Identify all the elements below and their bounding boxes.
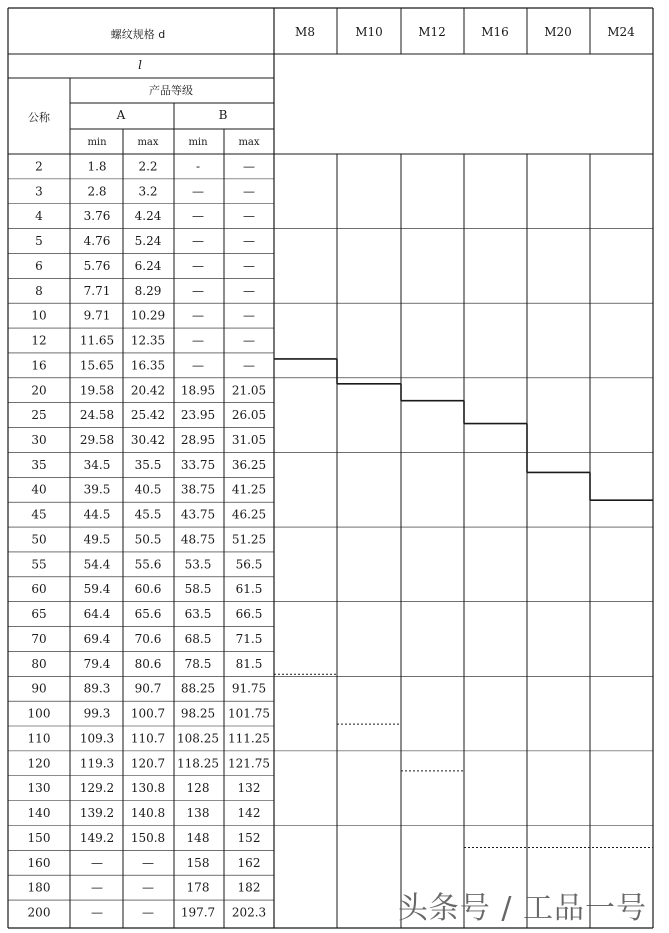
nominal-length-cell: 160 (27, 855, 51, 870)
nominal-length-cell: 200 (27, 905, 51, 920)
table-row (31, 383, 266, 397)
tolerance-cell-b-max: 26.05 (231, 408, 267, 423)
nominal-length-cell: 55 (31, 557, 47, 572)
tolerance-cell-a-min: 19.58 (79, 383, 115, 398)
tolerance-cell-a-min: 5.76 (83, 258, 111, 273)
tolerance-cell-b-max: — (243, 258, 255, 273)
nominal-length-cell: 45 (31, 507, 47, 522)
tolerance-cell-b-max: 182 (237, 880, 261, 895)
table-row (28, 906, 267, 920)
tolerance-cell-a-max: 45.5 (134, 507, 162, 522)
tolerance-cell-a-min: 4.76 (83, 234, 111, 248)
tolerance-cell-b-min: 148 (186, 830, 210, 845)
table-row (31, 508, 266, 522)
table-row (35, 284, 255, 298)
tolerance-cell-a-max: 70.6 (134, 632, 162, 646)
tolerance-cell-a-min: 11.65 (79, 333, 115, 348)
tolerance-cell-a-min: 49.5 (83, 532, 111, 547)
a-min-label: min (87, 137, 107, 148)
tolerance-cell-b-min: — (192, 283, 204, 298)
nominal-label: 公称 (28, 111, 50, 124)
table-row (31, 682, 266, 696)
table-row (28, 707, 270, 721)
tolerance-cell-a-min: 139.2 (79, 806, 115, 821)
grade-a-label: A (116, 108, 126, 122)
tolerance-cell-a-min: 34.5 (83, 457, 111, 472)
tolerance-cell-b-min: 28.95 (180, 433, 216, 447)
tolerance-cell-b-max: — (243, 308, 255, 323)
tolerance-cell-a-max: 150.8 (130, 830, 166, 845)
tolerance-cell-b-min: 178 (186, 880, 210, 895)
nominal-length-cell: 20 (31, 383, 47, 398)
table-row (35, 184, 255, 198)
nominal-length-cell: 70 (31, 632, 47, 646)
length-symbol: l (138, 58, 142, 72)
tolerance-cell-a-max: 5.24 (134, 234, 162, 248)
table-row (31, 334, 255, 348)
tolerance-cell-a-min: 59.4 (83, 582, 111, 597)
nominal-length-cell: 110 (27, 731, 51, 746)
tolerance-cell-b-max: 162 (237, 855, 261, 870)
tolerance-cell-b-max: 111.25 (228, 731, 270, 746)
tolerance-cell-a-min: 149.2 (79, 830, 115, 845)
nominal-length-cell: 12 (31, 333, 47, 348)
tolerance-cell-b-max: 132 (237, 781, 261, 796)
tolerance-cell-a-max: 25.42 (130, 408, 166, 423)
tolerance-cell-b-min: 33.75 (180, 457, 216, 472)
tolerance-cell-b-min: 138 (186, 806, 210, 821)
nominal-length-cell: 40 (31, 482, 47, 497)
tolerance-cell-b-min: 38.75 (180, 482, 216, 497)
table-row (31, 309, 255, 323)
tolerance-cell-a-min: 69.4 (83, 632, 111, 646)
tolerance-cell-b-min: 63.5 (184, 607, 212, 622)
tolerance-cell-a-min: 119.3 (79, 756, 115, 771)
tolerance-cell-b-max: 41.25 (231, 482, 267, 497)
tolerance-cell-b-max: 51.25 (231, 532, 267, 547)
table-row (31, 358, 255, 372)
table-row (31, 607, 262, 621)
grade-b-label: B (218, 108, 228, 122)
table-row (28, 856, 261, 870)
size-m24: M24 (607, 25, 635, 39)
table-row (28, 781, 261, 795)
table-row (28, 806, 261, 820)
tolerance-cell-a-min: 1.8 (87, 159, 107, 174)
nominal-length-cell: 8 (35, 283, 43, 298)
table-row (28, 831, 261, 845)
tolerance-cell-b-max: 121.75 (228, 756, 270, 771)
tolerance-cell-b-min: 68.5 (184, 632, 212, 646)
tolerance-cell-a-max: 100.7 (130, 706, 166, 721)
watermark: 头条号 / 工品一号 (397, 891, 647, 926)
b-min-label: min (188, 137, 208, 148)
tolerance-cell-b-min: 128 (186, 781, 210, 796)
tolerance-cell-a-min: 99.3 (83, 706, 111, 721)
tolerance-cell-b-min: 197.7 (180, 905, 216, 920)
size-m8: M8 (295, 25, 315, 39)
nominal-length-cell: 90 (31, 681, 47, 696)
tolerance-cell-b-max: — (243, 333, 255, 348)
tolerance-cell-b-max: 142 (237, 806, 261, 821)
tolerance-cell-a-min: 9.71 (83, 308, 111, 323)
tolerance-cell-a-max: 6.24 (134, 258, 162, 273)
tolerance-cell-a-max: 110.7 (130, 731, 166, 746)
tolerance-cell-a-max: 55.6 (134, 557, 162, 572)
tolerance-cell-a-min: 79.4 (83, 656, 111, 671)
nominal-length-cell: 16 (31, 358, 47, 373)
nominal-length-cell: 5 (35, 234, 43, 248)
a-max-label: max (137, 137, 159, 148)
table-row (28, 731, 270, 745)
tolerance-cell-b-min: — (192, 358, 204, 373)
tolerance-cell-a-min: 2.8 (87, 184, 107, 199)
tolerance-cell-a-max: 20.42 (130, 383, 166, 398)
tolerance-cell-a-min: — (91, 855, 103, 870)
tolerance-cell-b-max: 152 (237, 830, 261, 845)
tolerance-cell-a-min: — (91, 880, 103, 895)
tolerance-cell-a-max: 30.42 (130, 433, 166, 447)
tolerance-cell-b-min: — (192, 234, 204, 248)
tolerance-cell-b-min: 88.25 (180, 681, 216, 696)
tolerance-cell-a-max: 35.5 (134, 457, 162, 472)
tolerance-cell-b-min: - (195, 159, 201, 174)
tolerance-cell-a-max: 140.8 (130, 806, 166, 821)
size-m12: M12 (418, 25, 446, 39)
table-row (31, 657, 262, 671)
tolerance-cell-b-min: 18.95 (180, 383, 216, 398)
tolerance-cell-a-min: 15.65 (79, 358, 115, 373)
tolerance-cell-a-min: 3.76 (83, 209, 111, 224)
nominal-length-cell: 130 (27, 781, 51, 796)
table-row (31, 458, 266, 472)
tolerance-cell-a-max: 130.8 (130, 781, 166, 796)
tolerance-cell-a-max: 4.24 (134, 209, 162, 224)
tolerance-cell-a-min: 39.5 (83, 482, 111, 497)
nominal-length-cell: 100 (27, 706, 51, 721)
tolerance-cell-b-max: — (243, 159, 255, 174)
table-row (35, 259, 255, 273)
table-body (28, 159, 270, 919)
tolerance-cell-b-max: 202.3 (231, 905, 267, 920)
tolerance-cell-a-max: 80.6 (134, 656, 162, 671)
table-row (31, 533, 266, 547)
tolerance-cell-b-min: — (192, 209, 204, 224)
tolerance-cell-b-min: — (192, 184, 204, 199)
nominal-length-cell: 25 (31, 408, 47, 423)
tolerance-cell-b-max: 101.75 (228, 706, 270, 721)
table-row (28, 756, 270, 770)
nominal-length-cell: 6 (35, 258, 43, 273)
tolerance-cell-b-min: 23.95 (180, 408, 216, 423)
tolerance-cell-b-max: 66.5 (235, 607, 263, 622)
tolerance-cell-b-max: 46.25 (231, 507, 267, 522)
tolerance-cell-b-max: — (243, 283, 255, 298)
tolerance-cell-b-max: 21.05 (231, 383, 267, 398)
table-row (31, 557, 262, 571)
spec-label: 螺纹规格 d (110, 28, 166, 41)
tolerance-cell-a-max: 65.6 (134, 607, 162, 622)
tolerance-cell-b-min: 158 (186, 855, 210, 870)
table-row (28, 881, 261, 895)
tolerance-cell-b-min: — (192, 308, 204, 323)
nominal-length-cell: 30 (31, 433, 47, 447)
nominal-length-cell: 4 (35, 209, 43, 224)
nominal-length-cell: 50 (31, 532, 47, 547)
tolerance-cell-b-min: 98.25 (180, 706, 216, 721)
tolerance-cell-a-min: 89.3 (83, 681, 111, 696)
tolerance-cell-a-min: 54.4 (83, 557, 111, 572)
nominal-length-cell: 180 (27, 880, 51, 895)
tolerance-cell-a-max: 3.2 (138, 184, 158, 199)
tolerance-cell-b-max: 71.5 (235, 632, 263, 646)
nominal-length-cell: 3 (35, 184, 43, 199)
tolerance-cell-b-min: — (192, 258, 204, 273)
tolerance-cell-a-max: — (142, 905, 154, 920)
nominal-length-cell: 35 (31, 457, 47, 472)
tolerance-cell-a-min: 129.2 (79, 781, 115, 796)
tolerance-cell-b-min: 78.5 (184, 656, 212, 671)
tolerance-cell-b-max: 61.5 (235, 582, 263, 597)
nominal-length-cell: 60 (31, 582, 47, 597)
table-row (35, 234, 255, 248)
tolerance-cell-a-max: 120.7 (130, 756, 166, 771)
tolerance-cell-b-min: 43.75 (180, 507, 216, 522)
tolerance-cell-b-max: — (243, 209, 255, 224)
tolerance-cell-a-min: 109.3 (79, 731, 115, 746)
tolerance-cell-b-min: 48.75 (180, 532, 216, 547)
tolerance-cell-a-min: 29.58 (79, 433, 115, 447)
tolerance-cell-a-max: — (142, 880, 154, 895)
tolerance-cell-b-min: 53.5 (184, 557, 212, 572)
tolerance-cell-a-min: 7.71 (83, 283, 111, 298)
tolerance-cell-a-max: 2.2 (138, 159, 158, 174)
tolerance-cell-b-max: 91.75 (231, 681, 267, 696)
nominal-length-cell: 2 (35, 159, 43, 174)
tolerance-cell-a-min: 44.5 (83, 507, 111, 522)
tolerance-cell-b-max: 81.5 (235, 656, 263, 671)
table-row (35, 159, 255, 173)
table-header (28, 25, 635, 148)
nominal-length-cell: 80 (31, 656, 47, 671)
tolerance-cell-b-min: 108.25 (177, 731, 219, 746)
tolerance-cell-b-max: — (243, 184, 255, 199)
tolerance-cell-a-max: — (142, 855, 154, 870)
tolerance-cell-b-max: 31.05 (231, 433, 267, 447)
table-row (35, 209, 255, 223)
tolerance-cell-a-max: 12.35 (130, 333, 166, 348)
tolerance-cell-a-max: 16.35 (130, 358, 166, 373)
nominal-length-cell: 65 (31, 607, 47, 622)
tolerance-cell-a-min: 64.4 (83, 607, 111, 622)
tolerance-cell-a-max: 60.6 (134, 582, 162, 597)
nominal-length-cell: 140 (27, 806, 51, 821)
tolerance-cell-b-max: — (243, 234, 255, 248)
table-row (31, 408, 266, 422)
tolerance-cell-a-max: 90.7 (134, 681, 162, 696)
grade-label: 产品等级 (149, 84, 193, 97)
nominal-length-cell: 120 (27, 756, 51, 771)
table-row (31, 632, 262, 646)
tolerance-cell-a-max: 8.29 (134, 283, 162, 298)
table-row (31, 483, 266, 497)
tolerance-cell-a-max: 10.29 (130, 308, 166, 323)
tolerance-cell-a-min: 24.58 (79, 408, 115, 423)
tolerance-cell-b-min: 118.25 (177, 756, 219, 771)
tolerance-cell-b-min: — (192, 333, 204, 348)
tolerance-cell-b-min: 58.5 (184, 582, 212, 597)
tolerance-cell-b-max: 56.5 (235, 557, 263, 572)
b-max-label: max (238, 137, 260, 148)
table-row (31, 433, 266, 447)
size-m16: M16 (481, 25, 509, 39)
size-m10: M10 (355, 25, 383, 39)
tolerance-cell-a-max: 50.5 (134, 532, 162, 547)
tolerance-cell-b-max: — (243, 358, 255, 373)
size-m20: M20 (544, 25, 572, 39)
table-row (31, 582, 262, 596)
tolerance-cell-b-max: 36.25 (231, 457, 267, 472)
nominal-length-cell: 10 (31, 308, 47, 323)
tolerance-cell-a-min: — (91, 905, 103, 920)
tolerance-cell-a-max: 40.5 (134, 482, 162, 497)
nominal-length-cell: 150 (27, 830, 51, 845)
